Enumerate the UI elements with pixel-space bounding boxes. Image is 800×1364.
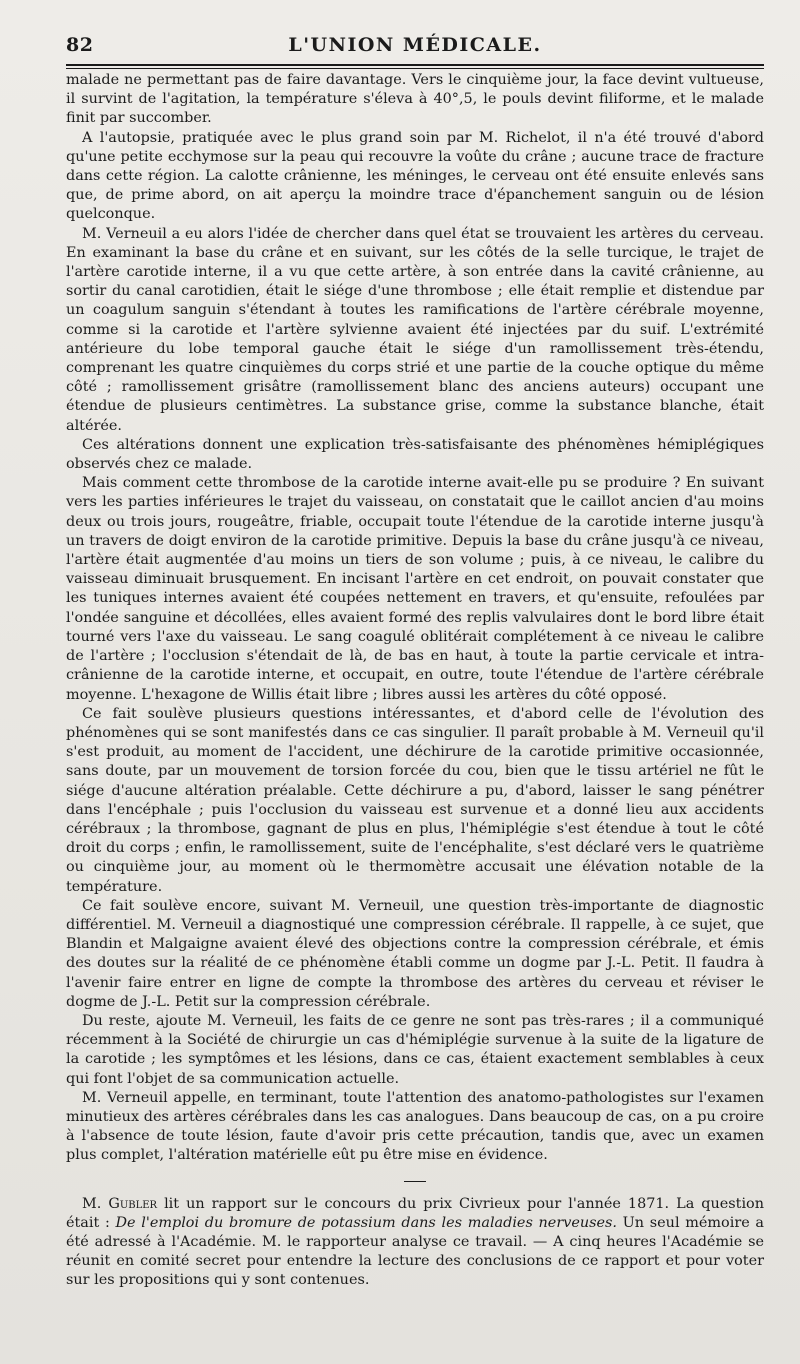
article-body (66, 71, 764, 1291)
section-divider (404, 1181, 426, 1182)
paragraph-similar-cases: Du reste, ajoute M. Verneuil, les faits de ce genre ne sont pas très-rares ; il a communiqué récemment à la Société de chirurgie un cas d'hémiplégie survenue à la suite de la ligature de la carotide ; les symptômes et les lésions, dans ce cas, étaient exactement semblables à ceux qui font l'objet de sa communication actuelle. (66, 1012, 764, 1087)
paragraph-arteries: M. Verneuil a eu alors l'idée de chercher dans quel état se trouvaient les artères du cerveau. En examinant la base du crâne et en suivant, sur les côtés de la selle turcique, le trajet de l'artère carotide interne, il a vu que cette artère, à son entrée dans la cavité crânienne, au sortir du canal carotidien, était le siége d'une thrombose ; elle était remplie et distendue par un coagulum sanguin s'étendant à toutes les ramifications de l'artère cérébrale moyenne, comme si la carotide et l'artère sylvienne avaient été injectées par du suif. L'extrémité antérieure du lobe temporal gauche était le siége d'un ramollissement très-étendu, comprenant les quatre cinquièmes du corps strié et une partie de la couche optique du même côté ; ramollissement grisâtre (ramollissement blanc des anciens auteurs) occupant une étendue de plusieurs centimètres. La substance grise, comme la substance blanche, était altérée. (66, 225, 764, 434)
paragraph-alterations: Ces altérations donnent une explication très-satisfaisante des phénomènes hémiplégiques observés chez ce malade. (66, 436, 764, 473)
page-number: 82 (66, 34, 94, 56)
paragraph-diagnosis: Ce fait soulève encore, suivant M. Verneuil, une question très-importante de diagnostic différentiel. M. Verneuil a diagnostiqué une compression cérébrale. Il rappelle, à ce sujet, que Blandin et Malgaigne avaient élevé des objections contre la compression cérébrale, et émis des doutes sur la réalité de ce phénomène établi comme un dogme par J.-L. Petit. Il faudra à l'avenir faire entrer en ligne de compte la thrombose des artères du cerveau et réviser le dogme de J.-L. Petit sur la compression cérébrale. (66, 897, 764, 1010)
header-rule (66, 64, 764, 66)
header-rule-thin (66, 68, 764, 69)
prize-question-title: De l'emploi du bromure de potassium dans les maladies nerveuses. (115, 1214, 617, 1231)
paragraph-report (66, 1195, 764, 1291)
report-text-end: Un seul mémoire a été adressé à l'Académie. M. le rapporteur analyse ce travail. — A cinq heures l'Académie se réunit en comité secret pour entendre la lecture des conclusions de ce rapport et pour voter sur les propositions qui y sont contenues. (66, 1214, 764, 1289)
paragraph-thrombosis: Mais comment cette thrombose de la carotide interne avait-elle pu se produire ? En suivant vers les parties inférieures le trajet du vaisseau, on constatait que le caillot ancien d'au moins deux ou trois jours, rougeâtre, friable, occupait toute l'étendue de la carotide interne jusqu'à un travers de doigt environ de la carotide primitive. Depuis la base du crâne jusqu'à ce niveau, l'artère était augmentée d'au moins un tiers de son volume ; puis, à ce niveau, le calibre du vaisseau diminuait brusquement. En incisant l'artère en cet endroit, on pouvait constater que les tuniques internes avaient été coupées nettement en travers, et qu'ensuite, refoulées par l'ondée sanguine et décollées, elles avaient formé des replis valvulaires dont le bord libre était tourné vers l'axe du vaisseau. Le sang coagulé oblitérait complétement à ce niveau le calibre de l'artère ; l'occlusion s'étendait de là, de bas en haut, à toute la partie cervicale et intra-crânienne de la carotide interne, et occupait, en outre, toute l'étendue de l'artère cérébrale moyenne. L'hexagone de Willis était libre ; libres aussi les artères du côté opposé. (66, 475, 764, 703)
running-head (66, 30, 764, 60)
journal-title: L'UNION MÉDICALE. (288, 34, 542, 56)
reporter-name: M. Gubler (82, 1195, 158, 1212)
paragraph-conclusion: M. Verneuil appelle, en terminant, toute l'attention des anatomo-pathologistes sur l'examen minutieux des artères cérébrales dans les cas analogues. Dans beaucoup de cas, on a pu croire à l'absence de toute lésion, faute d'avoir pris cette précaution, tandis que, avec un examen plus complet, l'altération matérielle eût pu être mise en évidence. (66, 1089, 764, 1164)
paragraph-continuation: malade ne permettant pas de faire davantage. Vers le cinquième jour, la face devint vultueuse, il survint de l'agitation, la température s'éleva à 40°,5, le pouls devint filiforme, et le malade finit par succomber. (66, 72, 764, 127)
paragraph-autopsy: A l'autopsie, pratiquée avec le plus grand soin par M. Richelot, il n'a été trouvé d'abord qu'une petite ecchymose sur la peau qui recouvre la voûte du crâne ; aucune trace de fracture dans cette région. La calotte crânienne, les méninges, le cerveau ont été ensuite enlevés sans que, de prime abord, on ait aperçu la moindre trace d'épanchement sanguin ou de lésion quelconque. (66, 129, 764, 223)
report-text-start: lit un rapport sur le concours du prix Civrieux pour l'année 1871. La question était : (66, 1195, 764, 1231)
paragraph-evolution: Ce fait soulève plusieurs questions intéressantes, et d'abord celle de l'évolution des phénomènes qui se sont manifestés dans ce cas singulier. Il paraît probable à M. Verneuil qu'il s'est produit, au moment de l'accident, une déchirure de la carotide primitive occasionnée, sans doute, par un mouvement de torsion forcée du cou, bien que le tissu artériel ne fût le siége d'aucune altération préalable. Cette déchirure a pu, d'abord, laisser le sang pénétrer dans l'encéphale ; puis l'occlusion du vaisseau est survenue et a donné lieu aux accidents cérébraux ; la thrombose, gagnant de plus en plus, l'hémiplégie s'est étendue à tout le côté droit du corps ; enfin, le ramollissement, suite de l'encéphalite, s'est déclaré vers le quatrième ou cinquième jour, au moment où le thermomètre accusait une élévation notable de la température. (66, 705, 764, 895)
